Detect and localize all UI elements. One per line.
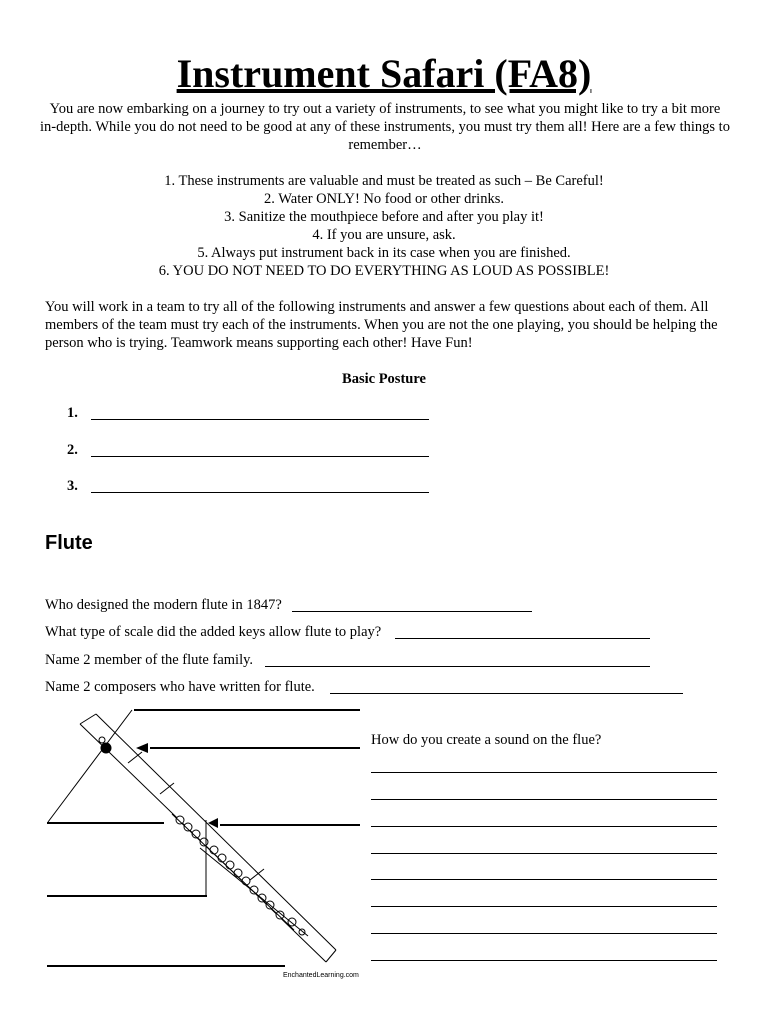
page-title: Instrument Safari (FA8) xyxy=(176,51,592,96)
flute-body-icon xyxy=(80,714,336,962)
posture-answer-line-2[interactable] xyxy=(91,456,429,457)
arrow-icons xyxy=(136,743,218,828)
diagram-label-line-4[interactable] xyxy=(220,824,360,826)
posture-answer-line-3[interactable] xyxy=(91,492,429,493)
posture-heading: Basic Posture xyxy=(342,371,426,387)
posture-number-2: 2. xyxy=(67,442,78,458)
flute-question-family: Name 2 member of the flute family. xyxy=(45,652,254,668)
sound-answer-line-5[interactable] xyxy=(371,879,717,880)
flute-answer-line-designer[interactable] xyxy=(292,611,532,612)
sound-answer-line-1[interactable] xyxy=(371,772,717,773)
diagram-label-line-3[interactable] xyxy=(47,822,164,824)
sound-answer-line-4[interactable] xyxy=(371,853,717,854)
rule-item-5: 5. Always put instrument back in its case when you are finished. xyxy=(197,245,571,261)
flute-keys-icon xyxy=(99,737,308,936)
flute-answer-line-composers[interactable] xyxy=(330,693,683,694)
diagram-label-line-6[interactable] xyxy=(47,965,285,967)
flute-question-sound: How do you create a sound on the flue? xyxy=(371,732,602,748)
diagram-label-line-2[interactable] xyxy=(150,747,360,749)
posture-number-1: 1. xyxy=(67,405,78,421)
sound-answer-line-3[interactable] xyxy=(371,826,717,827)
rule-item-4: 4. If you are unsure, ask. xyxy=(312,227,456,243)
diagram-label-line-1[interactable] xyxy=(134,709,360,711)
flute-answer-line-scale[interactable] xyxy=(395,638,650,639)
flute-heading: Flute xyxy=(45,532,93,554)
diagram-pointer-lines xyxy=(48,710,206,895)
sound-answer-line-8[interactable] xyxy=(371,960,717,961)
flute-answer-line-family[interactable] xyxy=(265,666,650,667)
rule-item-1: 1. These instruments are valuable and must be treated as such – Be Careful! xyxy=(164,173,604,189)
team-paragraph: You will work in a team to try all of the following instruments and answer a few questions about each of them. All members of the team must try each of the instruments. When you are not the one playing, you should be helping the person who is trying. Teamwork means supporting each other! Have Fun! xyxy=(45,299,718,351)
rule-item-3: 3. Sanitize the mouthpiece before and after you play it! xyxy=(224,209,544,225)
intro-paragraph: You are now embarking on a journey to try out a variety of instruments, to see what you might like to try a bit more in-depth. While you do not need to be good at any of these instruments, you must try them all! Here are a few things to remember… xyxy=(40,101,730,153)
flute-diagram xyxy=(40,700,370,980)
flute-question-composers: Name 2 composers who have written for flute. xyxy=(45,679,315,695)
rule-item-6: 6. YOU DO NOT NEED TO DO EVERYTHING AS LOUD AS POSSIBLE! xyxy=(158,263,610,279)
image-credit: EnchantedLearning.com xyxy=(283,972,359,979)
rule-item-2: 2. Water ONLY! No food or other drinks. xyxy=(264,191,504,207)
posture-number-3: 3. xyxy=(67,478,78,494)
diagram-label-line-5[interactable] xyxy=(47,895,207,897)
flute-question-scale: What type of scale did the added keys allow flute to play? xyxy=(45,624,382,640)
sound-answer-line-7[interactable] xyxy=(371,933,717,934)
flute-question-designer: Who designed the modern flute in 1847? xyxy=(45,597,282,613)
sound-answer-line-6[interactable] xyxy=(371,906,717,907)
sound-answer-line-2[interactable] xyxy=(371,799,717,800)
posture-answer-line-1[interactable] xyxy=(91,419,429,420)
